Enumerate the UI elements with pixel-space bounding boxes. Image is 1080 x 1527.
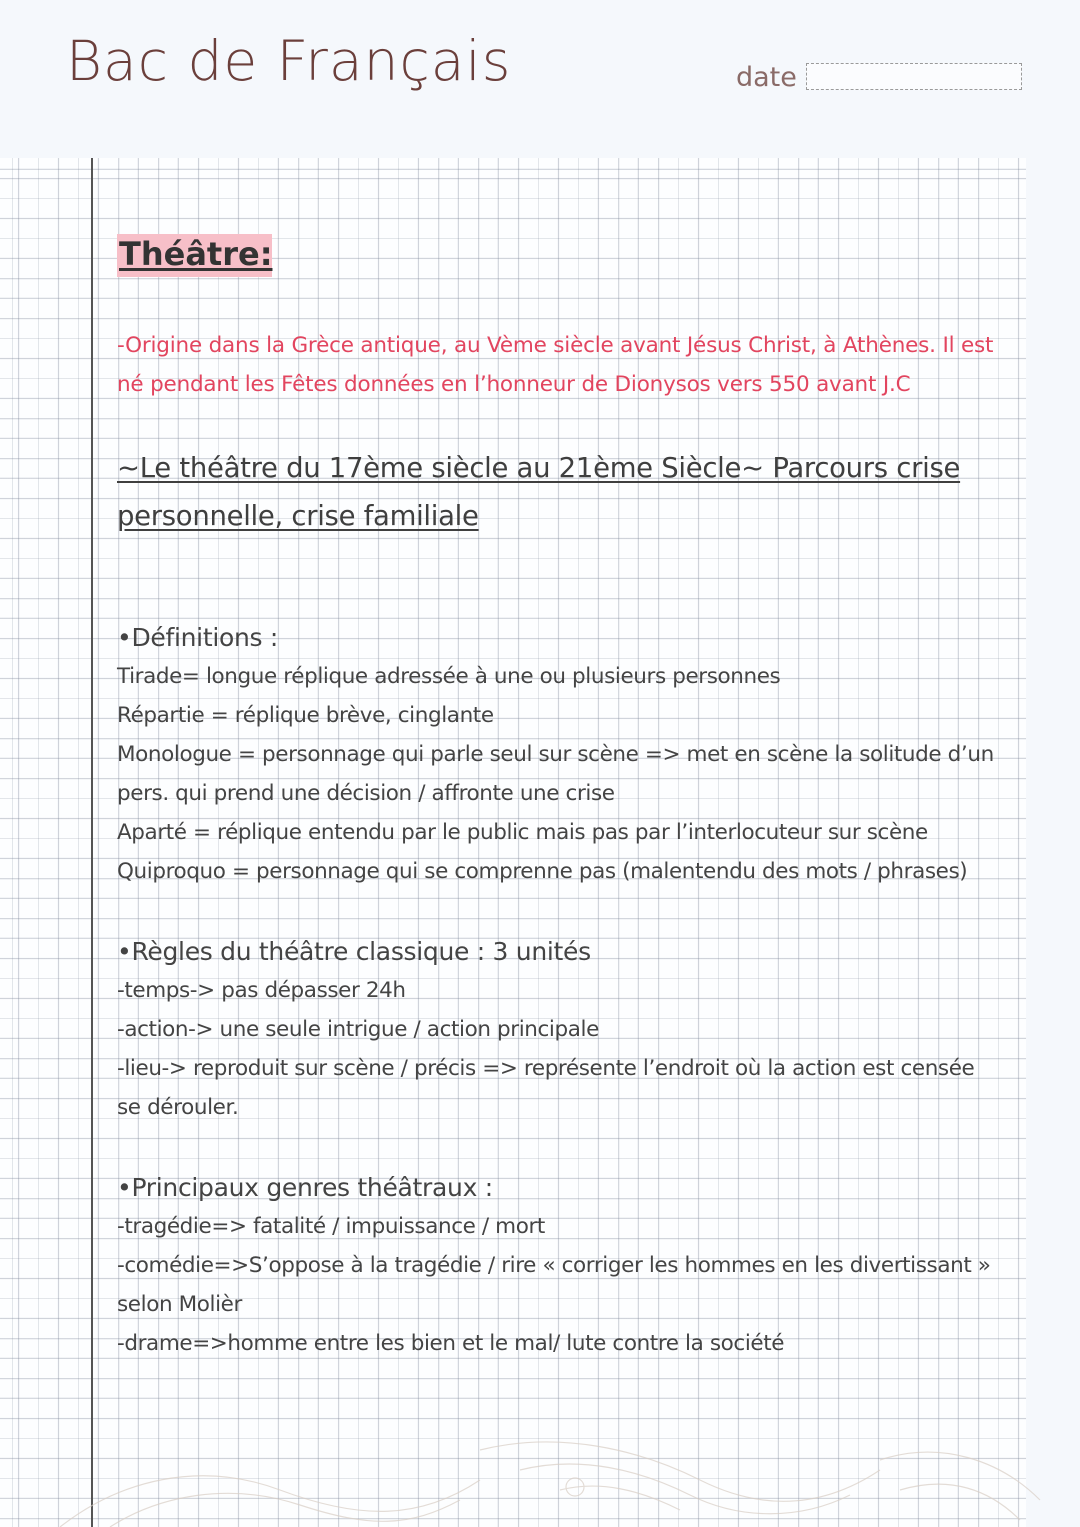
date-label: date	[736, 62, 797, 93]
definition-line: Aparté = réplique entendu par le public mais pas par l’interlocuteur sur scène	[117, 819, 928, 845]
decorative-contour-lines	[0, 1420, 1080, 1527]
date-field[interactable]	[806, 63, 1022, 90]
genres-heading: •Principaux genres théâtraux :	[117, 1173, 493, 1202]
intro-paragraph	[117, 326, 1007, 404]
section-title: Théâtre:	[117, 234, 272, 277]
page-title: Bac de Français	[66, 29, 512, 93]
genre-line: -drame=>homme entre les bien et le mal/ lute contre la société	[117, 1330, 785, 1356]
definition-line: Quiproquo = personnage qui se comprenne pas (malentendu des mots / phrases)	[117, 858, 968, 884]
intro-line: -Origine dans la Grèce antique, au Vème siècle avant Jésus Christ, à Athènes. Il est	[117, 333, 994, 358]
regle-line: -temps-> pas dépasser 24h	[117, 978, 406, 1003]
parcours-line: ~Le théâtre du 17ème siècle au 21ème Siècle~ Parcours crise	[117, 452, 961, 484]
definitions-section	[117, 618, 1007, 891]
margin-line	[91, 158, 93, 1527]
definition-line: pers. qui prend une décision / affronte une crise	[117, 780, 615, 806]
regle-line: -lieu-> reproduit sur scène / précis => représente l’endroit où la action est censée	[117, 1055, 975, 1081]
regles-heading: •Règles du théâtre classique : 3 unités	[117, 937, 591, 966]
parcours-title	[117, 444, 1007, 540]
intro-line: né pendant les Fêtes données en l’honneur de Dionysos vers 550 avant J.C	[117, 372, 911, 397]
genre-line: -tragédie=> fatalité / impuissance / mort	[117, 1214, 545, 1239]
genre-line: -comédie=>S’oppose à la tragédie / rire « corriger les hommes en les divertissant »	[117, 1252, 991, 1278]
parcours-line: personnelle, crise familiale	[117, 500, 479, 532]
regles-section	[117, 932, 1007, 1128]
definition-line: Répartie = réplique brève, cinglante	[117, 702, 494, 728]
regle-line: -action-> une seule intrigue / action principale	[117, 1016, 599, 1042]
definition-line: Monologue = personnage qui parle seul sur scène => met en scène la solitude d’un	[117, 741, 994, 767]
regle-line: se dérouler.	[117, 1094, 239, 1120]
genre-line: selon Molièr	[117, 1291, 242, 1317]
definitions-heading: •Définitions :	[117, 623, 278, 652]
definition-line: Tirade= longue réplique adressée à une ou plusieurs personnes	[117, 664, 781, 689]
genres-section	[117, 1168, 1007, 1364]
